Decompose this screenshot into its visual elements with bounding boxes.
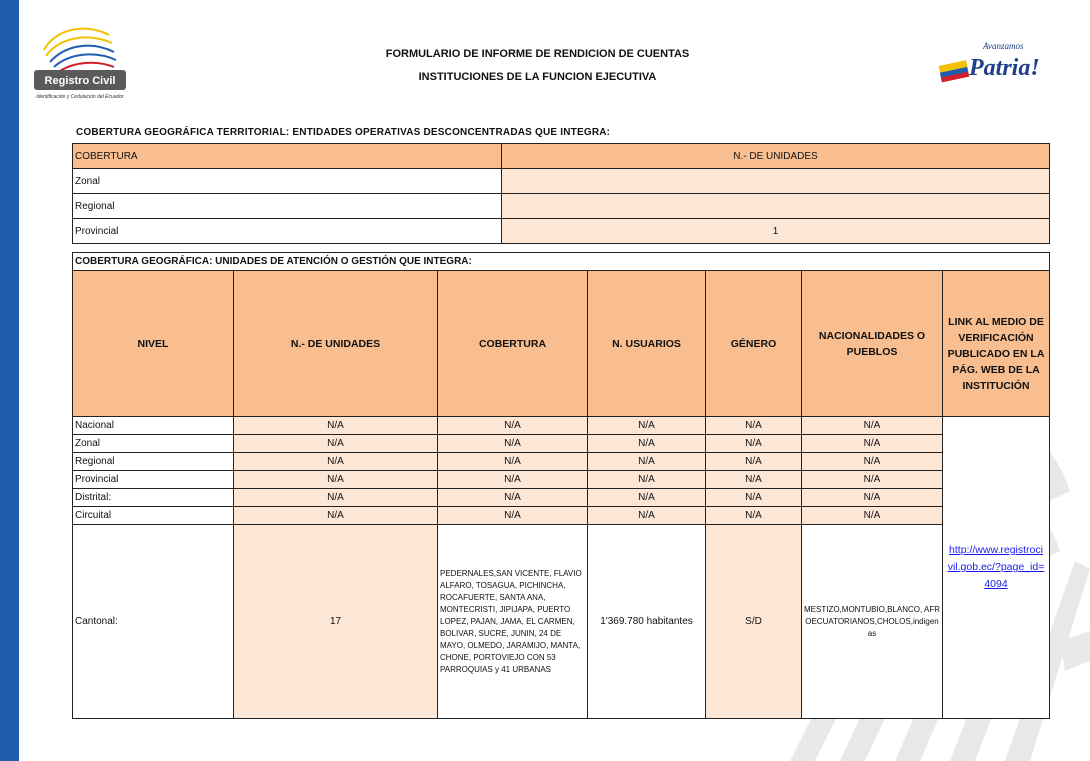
logo-right-small-text: Avanzamos [983, 41, 1024, 51]
nacionalidades-cell: N/A [802, 471, 943, 489]
col-unidades-header: N.- DE UNIDADES [502, 144, 1050, 169]
col-cobertura-header: COBERTURA [73, 144, 502, 169]
nivel-cell: Zonal [73, 435, 234, 453]
table-row-cantonal [73, 525, 1050, 719]
unidades-cell: N/A [234, 435, 438, 453]
unidades-cell [502, 169, 1050, 194]
genero-cell: N/A [706, 435, 802, 453]
nivel-cell: Circuital [73, 507, 234, 525]
header-genero: GÉNERO [706, 271, 802, 417]
logo-left-subtitle: Identificación y Cedulación del Ecuador [36, 94, 124, 100]
cobertura-cell: N/A [438, 471, 588, 489]
nacionalidades-cell: MESTIZO,MONTUBIO,BLANCO, AFROECUATORIANOS,CHOLOS,indigenas [802, 525, 943, 719]
unidades-cell: N/A [234, 471, 438, 489]
form-title-line1: FORMULARIO DE INFORME DE RENDICION DE CUENTAS [385, 48, 690, 60]
avanzamos-patria-logo [935, 35, 1040, 90]
section2-title: COBERTURA GEOGRÁFICA: UNIDADES DE ATENCIÓN O GESTIÓN QUE INTEGRA: [73, 253, 1050, 271]
entidades-table [72, 143, 1050, 244]
cobertura-cell: Regional [73, 194, 502, 219]
nivel-cell: Regional [73, 453, 234, 471]
unidades-cell: N/A [234, 453, 438, 471]
unidades-cell: 17 [234, 525, 438, 719]
logo-left-text: Registro Civil [44, 75, 116, 87]
header-cobertura: COBERTURA [438, 271, 588, 417]
logo-right-big-text: Patria! [969, 55, 1040, 81]
unidades-cell: N/A [234, 489, 438, 507]
usuarios-cell: N/A [588, 453, 706, 471]
genero-cell: N/A [706, 489, 802, 507]
header-unidades: N.- DE UNIDADES [234, 271, 438, 417]
table-row [73, 435, 1050, 453]
table-row [73, 489, 1050, 507]
table-row [73, 219, 1050, 244]
link-cell [943, 417, 1050, 719]
nivel-cell: Provincial [73, 471, 234, 489]
nacionalidades-cell: N/A [802, 435, 943, 453]
table-row [73, 453, 1050, 471]
nacionalidades-cell: N/A [802, 507, 943, 525]
table-row [73, 169, 1050, 194]
form-title-line2: INSTITUCIONES DE LA FUNCION EJECUTIVA [418, 71, 657, 83]
cobertura-cell: N/A [438, 435, 588, 453]
table-row [73, 471, 1050, 489]
table-row [73, 507, 1050, 525]
header-link: LINK AL MEDIO DE VERIFICACIÓN PUBLICADO EN LA PÁG. WEB DE LA INSTITUCIÓN [943, 271, 1050, 417]
genero-cell: N/A [706, 453, 802, 471]
usuarios-cell: N/A [588, 489, 706, 507]
genero-cell: N/A [706, 507, 802, 525]
unidades-cell: 1 [502, 219, 1050, 244]
cobertura-cell: N/A [438, 453, 588, 471]
cobertura-cell: N/A [438, 489, 588, 507]
cobertura-cell: N/A [438, 507, 588, 525]
usuarios-cell: N/A [588, 417, 706, 435]
cobertura-cell: Provincial [73, 219, 502, 244]
verification-link[interactable]: http://www.registrocivil.gob.ec/?page_id=4094 [947, 544, 1045, 590]
header-usuarios: N. USUARIOS [588, 271, 706, 417]
genero-cell: N/A [706, 471, 802, 489]
usuarios-cell: 1'369.780 habitantes [588, 525, 706, 719]
left-accent-bar [0, 0, 19, 761]
registro-civil-logo [24, 10, 134, 110]
nivel-cell: Cantonal: [73, 525, 234, 719]
genero-cell: S/D [706, 525, 802, 719]
unidades-cell [502, 194, 1050, 219]
unidades-cell: N/A [234, 507, 438, 525]
unidades-cell: N/A [234, 417, 438, 435]
usuarios-cell: N/A [588, 507, 706, 525]
section1-title: COBERTURA GEOGRÁFICA TERRITORIAL: ENTIDADES OPERATIVAS DESCONCENTRADAS QUE INTEGRA: [76, 127, 611, 138]
usuarios-cell: N/A [588, 471, 706, 489]
header-nacionalidades: NACIONALIDADES O PUEBLOS [802, 271, 943, 417]
usuarios-cell: N/A [588, 435, 706, 453]
table-row [73, 194, 1050, 219]
nivel-cell: Nacional [73, 417, 234, 435]
header-nivel: NIVEL [73, 271, 234, 417]
nacionalidades-cell: N/A [802, 417, 943, 435]
cobertura-cell: Zonal [73, 169, 502, 194]
table-row [73, 417, 1050, 435]
unidades-atencion-table [72, 252, 1050, 719]
cobertura-cell: PEDERNALES,SAN VICENTE, FLAVIO ALFARO, TOSAGUA, PICHINCHA, ROCAFUERTE, SANTA ANA, MONTECRISTI, JIPIJAPA, PUERTO LOPEZ, PAJAN, JAMA, EL CARMEN, BOLIVAR, SUCRE, JUNIN, 24 DE MAYO, OLMEDO, JARAMIJO, MANTA, CHONE, PORTOVIEJO CON 53 PARROQUIAS y 41 URBANAS [438, 525, 588, 719]
nivel-cell: Distrital: [73, 489, 234, 507]
nacionalidades-cell: N/A [802, 489, 943, 507]
cobertura-cell: N/A [438, 417, 588, 435]
genero-cell: N/A [706, 417, 802, 435]
nacionalidades-cell: N/A [802, 453, 943, 471]
